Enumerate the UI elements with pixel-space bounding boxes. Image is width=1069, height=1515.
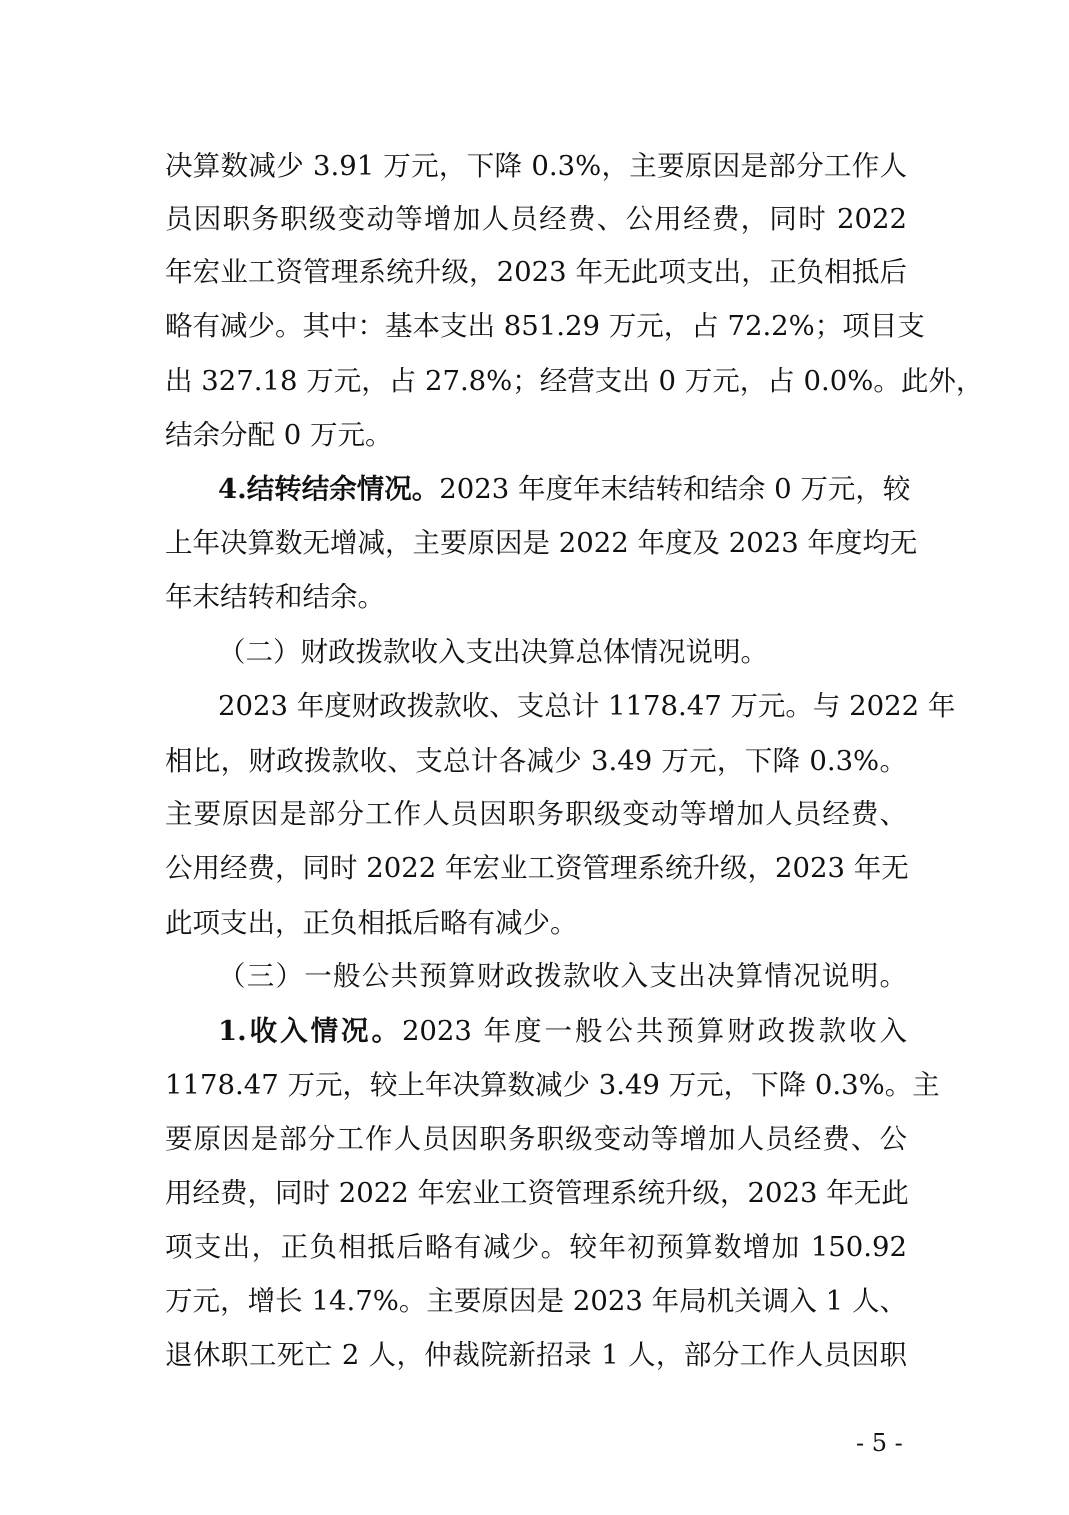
body-line: 1178.47 万元，较上年决算数减少 3.49 万元，下降 0.3%。主	[165, 1069, 940, 1101]
body-line: 出 327.18 万元，占 27.8%；经营支出 0 万元，占 0.0%。此外，	[165, 365, 984, 397]
body-line: 万元，增长 14.7%。主要原因是 2023 年局机关调入 1 人、	[165, 1285, 907, 1317]
section-three-heading: （三）一般公共预算财政拨款收入支出决算情况说明。	[218, 960, 907, 992]
section-two-heading: （二）财政拨款收入支出决算总体情况说明。	[218, 636, 768, 668]
page-number: - 5 -	[856, 1429, 903, 1457]
body-line: 结余分配 0 万元。	[165, 419, 393, 451]
section4-text: 2023 年度年末结转和结余 0 万元，较	[439, 473, 911, 505]
body-line: 退休职工死亡 2 人，仲裁院新招录 1 人，部分工作人员因职	[165, 1339, 907, 1371]
body-line: 此项支出，正负相抵后略有减少。	[165, 907, 578, 939]
section4-title: 4.结转结余情况。	[218, 473, 440, 505]
body-line: 年末结转和结余。	[165, 581, 385, 613]
body-line: 要原因是部分工作人员因职务职级变动等增加人员经费、公	[165, 1123, 907, 1155]
body-line: 公用经费，同时 2022 年宏业工资管理系统升级，2023 年无	[165, 852, 909, 884]
item1-text: 2023 年度一般公共预算财政拨款收入	[401, 1015, 907, 1047]
body-line: 2023 年度财政拨款收、支总计 1178.47 万元。与 2022 年	[218, 690, 956, 722]
body-line: 年宏业工资管理系统升级，2023 年无此项支出，正负相抵后	[165, 256, 907, 288]
body-line: 决算数减少 3.91 万元，下降 0.3%，主要原因是部分工作人	[165, 150, 907, 182]
body-line: 员因职务职级变动等增加人员经费、公用经费，同时 2022	[165, 203, 907, 235]
body-line: 略有减少。其中：基本支出 851.29 万元，占 72.2%；项目支	[165, 310, 925, 342]
body-line: 项支出，正负相抵后略有减少。较年初预算数增加 150.92	[165, 1231, 907, 1263]
body-line: 用经费，同时 2022 年宏业工资管理系统升级，2023 年无此	[165, 1177, 909, 1209]
body-line: 上年决算数无增减，主要原因是 2022 年度及 2023 年度均无	[165, 527, 918, 559]
item1-title: 1.收入情况。	[218, 1015, 402, 1047]
body-line: 相比，财政拨款收、支总计各减少 3.49 万元，下降 0.3%。	[165, 745, 907, 777]
item1-first-line	[218, 1004, 907, 1058]
section4-first-line	[218, 462, 911, 516]
body-line: 主要原因是部分工作人员因职务职级变动等增加人员经费、	[165, 798, 907, 830]
